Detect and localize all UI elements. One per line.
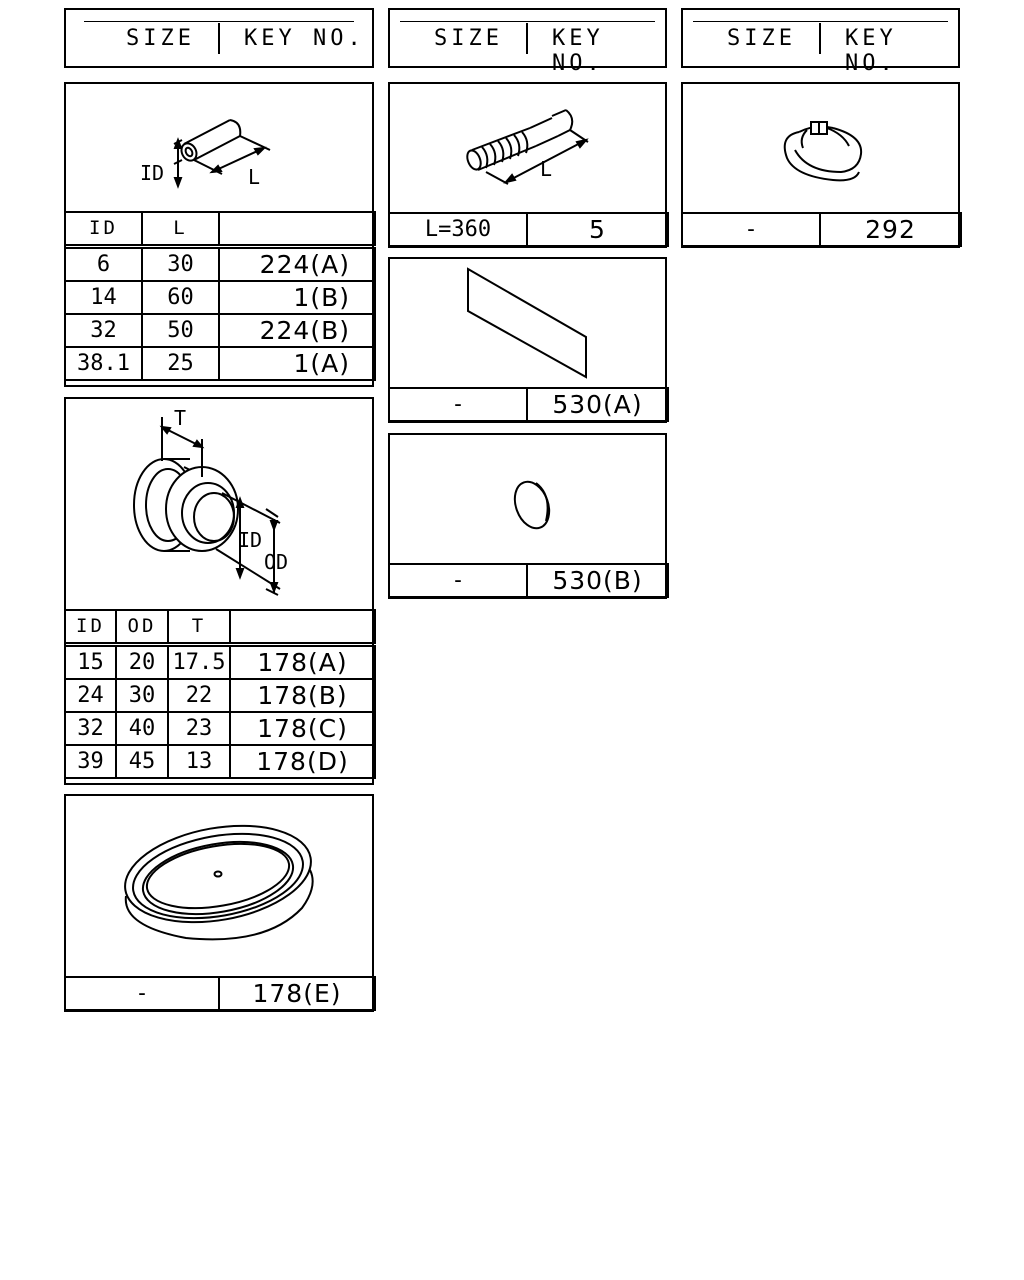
table-row xyxy=(65,977,375,1010)
cell-l: 25 xyxy=(142,347,219,380)
column-header-t: T xyxy=(168,610,230,645)
part-card-grommet xyxy=(64,397,374,785)
cell-key-no: 178(A) xyxy=(230,645,375,680)
table-header-row xyxy=(65,212,375,247)
cell-key-no: 178(C) xyxy=(230,712,375,745)
cell-id: 38.1 xyxy=(65,347,142,380)
table-row xyxy=(65,281,375,314)
header-box-col2 xyxy=(388,8,667,76)
tube-size-table xyxy=(388,212,669,247)
cell-id: 14 xyxy=(65,281,142,314)
header-size-label: SIZE xyxy=(126,26,195,51)
header-key-label: KEY NO. xyxy=(845,26,897,76)
part-card-clip xyxy=(681,82,960,248)
table-row xyxy=(65,347,375,380)
table-row xyxy=(65,314,375,347)
part-card-sheet xyxy=(388,257,667,423)
header-divider xyxy=(526,23,528,54)
cell-key-no: 178(B) xyxy=(230,679,375,712)
header-key-label: KEY NO. xyxy=(552,26,604,76)
header-box-col1 xyxy=(64,8,374,68)
header-rule xyxy=(84,21,354,22)
cell-od: 30 xyxy=(116,679,168,712)
table-header-row xyxy=(65,610,375,645)
tube-illustration xyxy=(390,84,665,212)
cell-key-no: 224(A) xyxy=(219,247,375,282)
grommet-t-label: T xyxy=(174,406,187,430)
table-row xyxy=(65,745,375,778)
cell-id: 32 xyxy=(65,314,142,347)
part-card-oval-plug xyxy=(64,794,374,1012)
grommet-id-label: ID xyxy=(238,528,263,552)
cell-t: 23 xyxy=(168,712,230,745)
cell-key-no: 530(A) xyxy=(527,388,668,421)
grommet-size-table xyxy=(64,609,376,779)
header-rule xyxy=(400,21,655,22)
header-divider xyxy=(819,23,821,54)
column-header-id: ID xyxy=(65,610,116,645)
disc-size-table xyxy=(388,563,669,598)
tube-l-label: L xyxy=(540,157,553,181)
header-rule xyxy=(693,21,948,22)
table-row xyxy=(389,564,668,597)
table-row xyxy=(389,388,668,421)
column-header-key xyxy=(230,610,375,645)
cell-key-no: 1(A) xyxy=(219,347,375,380)
table-row xyxy=(65,645,375,680)
cell-od: 40 xyxy=(116,712,168,745)
cell-t: 13 xyxy=(168,745,230,778)
grommet-illustration xyxy=(66,399,372,611)
pipe-l-label: L xyxy=(248,165,261,189)
cell-key-no: 224(B) xyxy=(219,314,375,347)
cell-key-no: 178(E) xyxy=(219,977,375,1010)
cell-size: - xyxy=(65,977,219,1010)
cell-size: - xyxy=(389,564,527,597)
cell-size: - xyxy=(682,213,820,246)
cell-size: - xyxy=(389,388,527,421)
cell-key-no: 178(D) xyxy=(230,745,375,778)
cell-id: 32 xyxy=(65,712,116,745)
pipe-illustration xyxy=(66,84,372,212)
grommet-od-label: OD xyxy=(264,550,289,574)
cell-id: 6 xyxy=(65,247,142,282)
cell-t: 22 xyxy=(168,679,230,712)
table-row xyxy=(65,679,375,712)
cell-l: 50 xyxy=(142,314,219,347)
header-divider xyxy=(218,23,220,54)
oval-plug-size-table xyxy=(64,976,376,1011)
pipe-size-table xyxy=(64,211,376,381)
cell-size: L=360 xyxy=(389,213,527,246)
column-header-l: L xyxy=(142,212,219,247)
cell-key-no: 530(B) xyxy=(527,564,668,597)
sheet-size-table xyxy=(388,387,669,422)
table-row xyxy=(65,712,375,745)
clip-size-table xyxy=(681,212,962,247)
table-row xyxy=(389,213,668,246)
disc-illustration xyxy=(390,435,665,563)
cell-l: 60 xyxy=(142,281,219,314)
cell-key-no: 1(B) xyxy=(219,281,375,314)
table-row xyxy=(65,247,375,282)
cell-id: 15 xyxy=(65,645,116,680)
oval-plug-illustration xyxy=(66,796,372,976)
cell-t: 17.5 xyxy=(168,645,230,680)
cell-key-no: 5 xyxy=(527,213,668,246)
header-size-label: SIZE xyxy=(434,26,503,51)
cell-key-no: 292 xyxy=(820,213,961,246)
pipe-id-label: ID xyxy=(140,161,165,185)
header-key-label: KEY NO. xyxy=(244,26,365,51)
part-card-disc xyxy=(388,433,667,599)
header-box-col3 xyxy=(681,8,960,76)
table-row xyxy=(682,213,961,246)
part-card-pipe xyxy=(64,82,374,387)
column-header-od: OD xyxy=(116,610,168,645)
part-card-tube xyxy=(388,82,667,248)
cell-od: 45 xyxy=(116,745,168,778)
column-header-id: ID xyxy=(65,212,142,247)
cell-id: 24 xyxy=(65,679,116,712)
sheet-illustration xyxy=(390,259,665,387)
header-size-label: SIZE xyxy=(727,26,796,51)
cell-id: 39 xyxy=(65,745,116,778)
cell-l: 30 xyxy=(142,247,219,282)
clip-illustration xyxy=(683,84,958,212)
column-header-key xyxy=(219,212,375,247)
cell-od: 20 xyxy=(116,645,168,680)
